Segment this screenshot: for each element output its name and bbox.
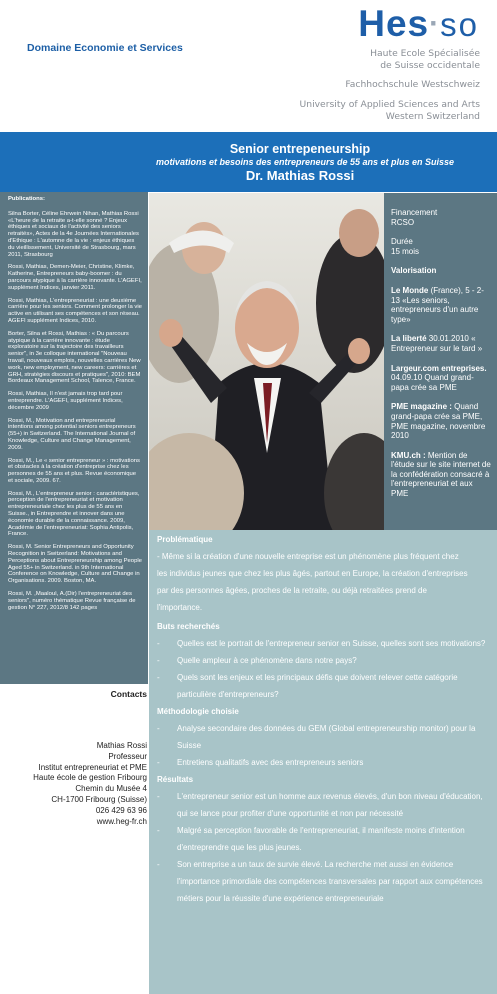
info-la-liberte: La liberté 30.01.2010 « Entrepreneur sur le tard » xyxy=(391,334,483,353)
publication-item: Rossi, Mathias, Il n'est jamais trop tard pour entreprendre. L'AGEFI, supplément Indices, décembre 2009 xyxy=(8,391,123,411)
publication-item: Silna Borter, Céline Ehrwein Nihan, Mathias Rossi «L'heure de la retraite a-t-elle sonné ? Enjeux éthiques et sociaux de l'activité des seniors retraités», Actes de la 4e Journées Internationales d'Ethique : L'automne de la vie : enjeux éthiques du vieillissement, Université de Strasbourg, mars 2011, Strasbourg xyxy=(8,210,139,258)
publication-item: Rossi, M., L'entrepreneur senior : caractéristiques, perception de l'entrepreneuriat et motivation entrepreneuriale chez les plus de 55 ans en Suisse., in Entreprendre et innover dans une économie durable de la connaissance. 2009, Académie de l'entrepreneuriat: Sophia Antipolis, France. xyxy=(8,490,140,538)
contact-line: Institut entrepreneuriat et PME xyxy=(38,762,147,772)
buts-item: - Quelles est le portrait de l'entrepreneur senior en Suisse, quelles sont ses motivations? xyxy=(157,639,486,648)
info-duree: Durée 15 mois xyxy=(391,237,420,256)
hes-so-logo xyxy=(329,4,479,45)
institution-line: Fachhochschule Westschweiz xyxy=(345,79,480,90)
senior-team-photo xyxy=(149,193,384,530)
institution-line: Haute Ecole Spécialisée xyxy=(370,48,480,59)
publication-item: Borter, Silna et Rossi, Mathias : « Du parcours atypique à la carrière innovante : étude exploratoire sur la trajectoire des travailleurs senior", in 3e colloque international "Nouveau travail, nouveaux emplois, nouvelles carrières New work, new employment, new careers: carrières et GRH, stratégies discours et pratiques", 2010: BEM Bordeaux Management School, Talence, France. xyxy=(8,330,141,385)
contact-line: Mathias Rossi xyxy=(96,741,147,750)
problematique-heading: Problématique xyxy=(157,535,213,544)
institution-line: University of Applied Sciences and Arts xyxy=(299,99,480,110)
logo-mark: Hes·so xyxy=(358,3,479,44)
methodologie-heading: Méthodologie choisie xyxy=(157,707,239,716)
info-le-monde: Le Monde (France), 5 - 2-13 «Les seniors, entrepreneurs d'un autre type» xyxy=(391,285,484,324)
info-pme-magazine: PME magazine : Quand grand-papa crée sa PME, PME magazine, novembre 2010 xyxy=(391,402,486,441)
poster-title: Senior entrepeneurship xyxy=(229,142,371,156)
resultats-item: - L'entrepreneur senior est un homme aux revenus élevés, d'un bon niveau d'éducation, qui se lance pour profiter d'une opportunité et non par nécessité xyxy=(157,792,483,818)
poster-author: Dr. Mathias Rossi xyxy=(245,168,355,183)
publication-item: Rossi, Mathias, Demen-Meier, Christine, Klimke, Katherine, Entrepreneurs baby-boomer : du parcours atypique à la carrière innovante. L'AGEFI, supplément Indices, janvier 2011. xyxy=(8,264,142,291)
research-content xyxy=(149,530,497,994)
publication-item: Rossi, M., Motivation and entrepreneurial intentions among potential seniors entrepreneurs (55+) in Switzerland. The International Journal of Knowledge, Culture and Change Management, 2009. xyxy=(8,417,136,451)
methodologie-item: - Analyse secondaire des données du GEM (Global entrepreneurship monitor) pour la Suisse xyxy=(157,724,476,750)
contacts-heading: Contacts xyxy=(110,689,147,699)
publication-item: Rossi, M. ,Maalouì, A.(Dir) l'entrepreneuriat des seniors", numéro thématique Revue française de gestion N° 227, 2012/8 142 pages xyxy=(8,591,136,611)
poster-subtitle: motivations et besoins des entrepreneurs de 55 ans et plus en Suisse xyxy=(155,157,455,167)
resultats-heading: Résultats xyxy=(157,775,194,784)
info-largeur: Largeur.com entreprises. 04.09.10 Quand grand-papa crée sa PME xyxy=(391,363,487,392)
buts-item: - Quels sont les enjeux et les principaux défis que doivent relever cette catégorie particulière d'entrepreneurs? xyxy=(157,673,458,699)
publications-heading: Publications: xyxy=(8,196,45,202)
domaine-label: Domaine Economie et Services xyxy=(27,42,183,54)
contact-website-link[interactable]: www.heg-fr.ch xyxy=(96,816,147,826)
info-valorisation: Valorisation xyxy=(391,266,437,276)
publication-item: Rossi, M., Le « senior entrepreneur » : motivations et obstacles à la création d'entreprise chez les personnes de 55 ans et plus. Revue économique et sociale, 2009. 67. xyxy=(8,457,140,484)
title-band xyxy=(0,132,497,192)
info-financement: Financement RCSO xyxy=(391,208,438,227)
publication-item: Rossi, Mathias, L'entrepreneuriat : une deuxième carrière pour les seniors. Comment prolonger la vie active en utilisant ses compétences et son réseau. AGEFI supplément Indices, 2010. xyxy=(8,297,142,324)
contact-line: Professeur xyxy=(108,751,147,761)
contact-line: Haute école de gestion Fribourg xyxy=(33,773,147,783)
institution-line: de Suisse occidentale xyxy=(380,60,480,71)
resultats-item: - Son entreprise a un taux de survie élevé. La recherche met aussi en évidence l'importance primordiale des compétences transversales par rapport aux compétences métiers pour la réussite d'une expérience entrepreneuriale xyxy=(157,860,483,903)
contact-line: Chemin du Musée 4 xyxy=(75,784,147,794)
publication-item: Rossi, M. Senior Entrepreneurs and Opportunity Recognition in Switzerland: Motivations and Perceptions about Entrepreneurship among People Aged 55+ in Switzerland. in 9th International Conference on Knowledge, Culture and Change in Organisations. 2009. Boston, MA. xyxy=(8,544,142,585)
publications-column xyxy=(0,192,148,684)
contact-line: CH-1700 Fribourg (Suisse) xyxy=(51,794,147,804)
problematique-line: - Même si la création d'une nouvelle entreprise est un phénomène plus fréquent chez xyxy=(157,552,459,561)
methodologie-item: - Entretiens qualitatifs avec des entrepreneurs seniors xyxy=(157,758,364,767)
contact-phone: 026 429 63 96 xyxy=(95,805,147,815)
resultats-item: - Malgré sa perception favorable de l'entrepreneuriat, il manifeste moins d'intention d'entreprendre que les plus jeunes. xyxy=(157,826,465,852)
problematique-line: les individus jeunes que chez les plus âgés, partout en Europe, la création d'entreprises xyxy=(157,569,468,578)
info-kmu: KMU.ch : Mention de l'étude sur le site internet de la confédération consacré à l'entrepreneuriat et aux PME xyxy=(391,450,491,499)
info-column xyxy=(384,193,497,530)
contacts-block xyxy=(0,741,147,827)
photo-illustration xyxy=(149,193,384,530)
buts-item: - Quelle ampleur à ce phénomène dans notre pays? xyxy=(157,656,357,665)
buts-heading: Buts recherchés xyxy=(157,622,220,631)
problematique-line: par des personnes âgées, proches de la retraite, ou déjà retraitées prend de xyxy=(157,586,427,595)
institution-line: Western Switzerland xyxy=(385,111,480,122)
problematique-line: l'importance. xyxy=(157,603,203,612)
